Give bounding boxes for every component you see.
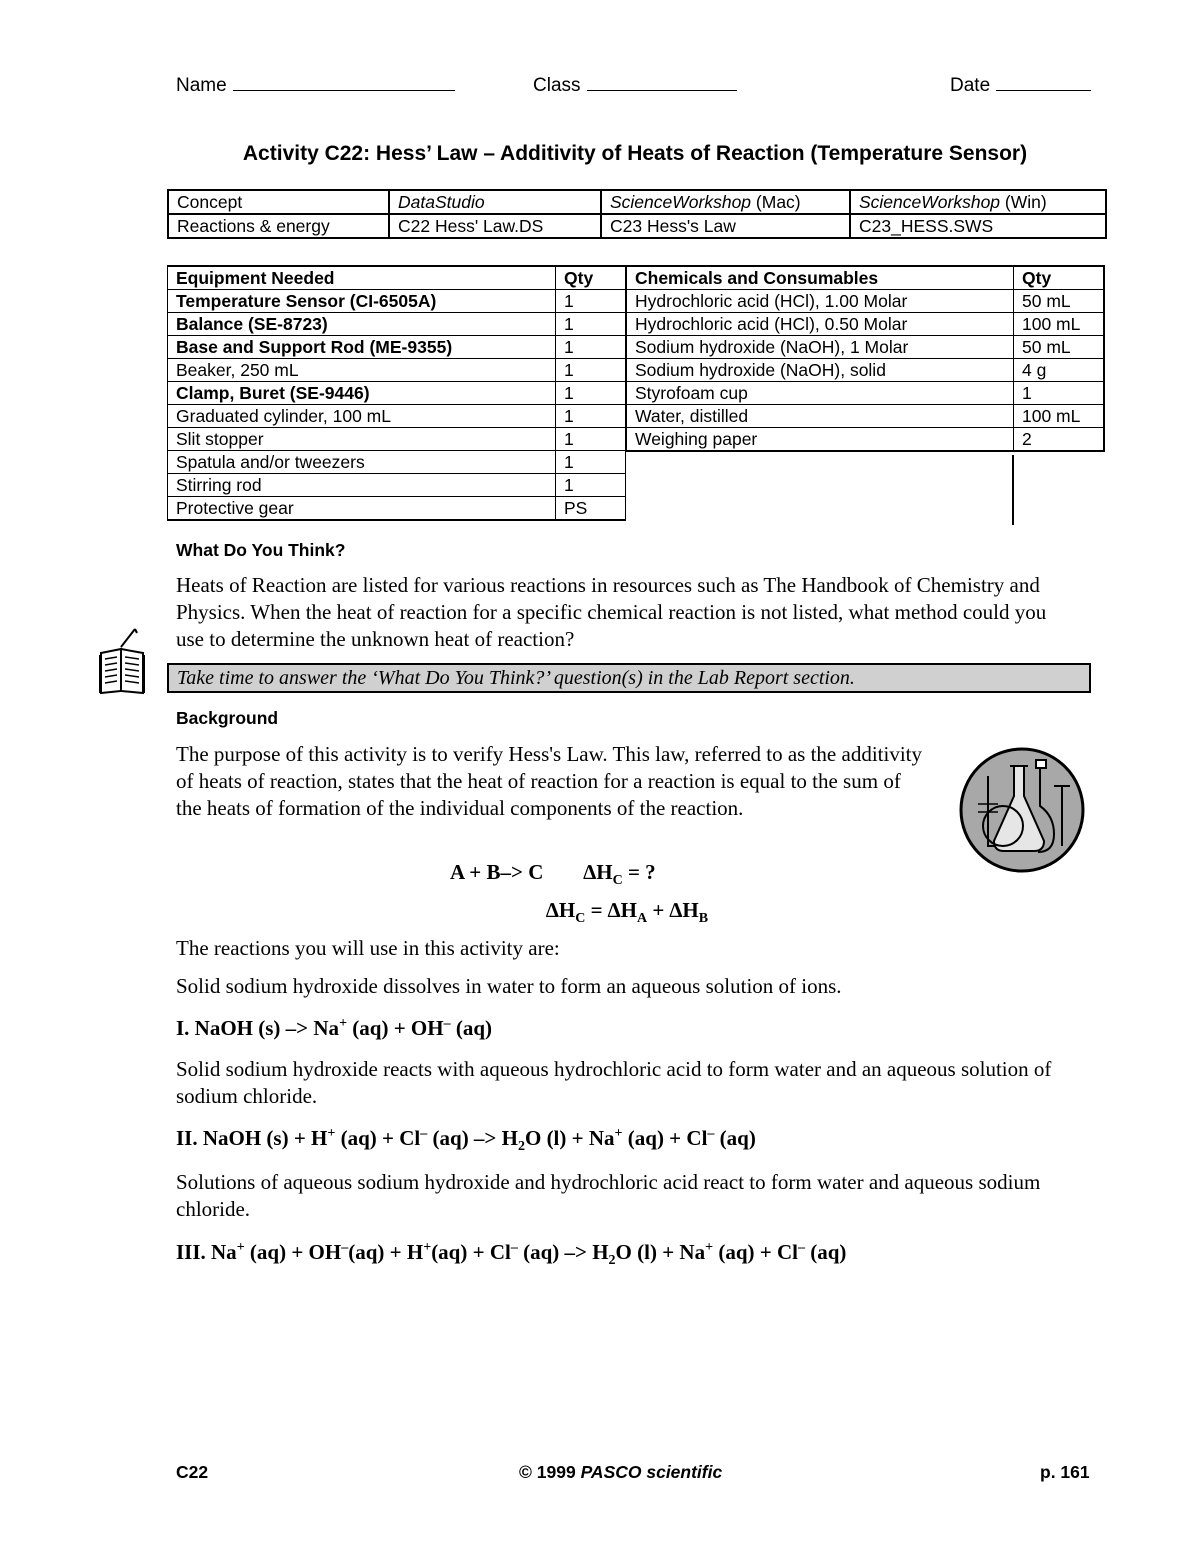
reaction-1-description: Solid sodium hydroxide dissolves in water to form an aqueous solution of ions. [176,974,842,998]
chemical-row [627,290,1105,313]
r3-sup: + [236,1240,245,1255]
class-field[interactable] [533,72,737,97]
name-field[interactable] [176,72,455,97]
chemicals-qty-header: Qty [1014,266,1105,290]
r3-part: O (l) + Na [615,1240,706,1264]
chemical-item-qty: 100 mL [1014,405,1105,428]
chemicals-header: Chemicals and Consumables [627,266,1014,290]
equipment-row [168,382,626,405]
r2-sup: + [327,1126,336,1141]
r2-part: (aq) + Cl [335,1126,421,1150]
r3-part: (aq) –> H [517,1240,609,1264]
equipment-row [168,451,626,474]
r3-sup: – [510,1240,518,1255]
reaction-3-equation [176,1240,846,1269]
chemical-row [627,382,1105,405]
file-table-concept: Reactions & energy [168,214,389,238]
r3-part: (aq) [804,1240,847,1264]
equipment-item-name: Beaker, 250 mL [168,359,556,382]
equipment-table [167,265,626,521]
equation-2 [546,898,708,927]
eq2-sub: B [698,911,709,927]
name-line[interactable] [233,72,455,91]
class-label: Class [533,75,581,96]
chemical-item-name: Weighing paper [627,428,1014,452]
equipment-item-qty: 1 [556,336,626,359]
date-field[interactable] [950,72,1091,97]
r2-sup: – [707,1126,715,1141]
equipment-item-qty: 1 [556,290,626,313]
file-table [167,189,1107,239]
r3-part: (aq) + OH [244,1240,342,1264]
background-body: The purpose of this activity is to verify Hess's Law. This law, referred to as the additivity of heats of reaction, states that the heat of reaction for a reaction is equal to the sum of the heats of formation of the individual components of the reaction. [176,742,922,820]
equation-1-delta: ∆H [583,860,613,884]
equipment-row [168,336,626,359]
r2-sub: 2 [517,1139,525,1155]
chemical-item-qty: 100 mL [1014,313,1105,336]
r3-part: (aq) + Cl [431,1240,511,1264]
chemical-item-name: Sodium hydroxide (NaOH), 1 Molar [627,336,1014,359]
chemical-item-qty: 1 [1014,382,1105,405]
r1-sup: – [443,1016,451,1031]
r1-sup: + [339,1016,348,1031]
r3-part: (aq) + H [348,1240,424,1264]
chemical-row [627,336,1105,359]
chemical-row [627,313,1105,336]
name-label: Name [176,75,227,96]
r1-part: I. NaOH (s) –> Na [176,1016,340,1040]
r3-sub: 2 [608,1253,616,1269]
chemical-item-qty: 2 [1014,428,1105,452]
file-table-header-sw-win: ScienceWorkshop (Win) [850,190,1106,214]
date-line[interactable] [996,72,1091,91]
chemical-item-name: Sodium hydroxide (NaOH), solid [627,359,1014,382]
date-label: Date [950,75,991,96]
file-table-datastudio-file: C22 Hess' Law.DS [389,214,601,238]
r3-sup: + [423,1240,432,1255]
equation-1 [450,860,656,889]
equipment-row [168,428,626,451]
equipment-item-qty: 1 [556,451,626,474]
r2-sup: + [614,1126,623,1141]
eq2-part: = ∆H [585,898,637,922]
r2-part: II. NaOH (s) + H [176,1126,328,1150]
footer-copyright-year: © 1999 [519,1462,581,1482]
equation-1-sub: C [612,873,623,889]
r3-sup: – [341,1240,349,1255]
equipment-item-name: Slit stopper [168,428,556,451]
file-table-header-datastudio: DataStudio [389,190,601,214]
chemical-item-name: Hydrochloric acid (HCl), 1.00 Molar [627,290,1014,313]
equipment-row [168,405,626,428]
chemical-item-qty: 50 mL [1014,336,1105,359]
equipment-item-name: Balance (SE-8723) [168,313,556,336]
file-table-header-sw-mac: ScienceWorkshop (Mac) [601,190,850,214]
r3-part: (aq) + Cl [713,1240,798,1264]
equipment-item-qty: PS [556,497,626,521]
book-icon [97,625,149,700]
equipment-header: Equipment Needed [168,266,556,290]
chemical-row [627,428,1105,452]
eq2-sub: C [575,911,586,927]
chemical-item-qty: 50 mL [1014,290,1105,313]
reaction-2-description: Solid sodium hydroxide reacts with aqueous hydrochloric acid to form water and an aqueous solution of sodium chloride. [176,1057,1052,1108]
r1-part: (aq) + OH [347,1016,444,1040]
r2-part: (aq) + Cl [622,1126,708,1150]
equipment-item-name: Graduated cylinder, 100 mL [168,405,556,428]
equipment-item-qty: 1 [556,428,626,451]
equipment-item-qty: 1 [556,382,626,405]
r3-sup: – [797,1240,805,1255]
chemical-item-name: Styrofoam cup [627,382,1014,405]
footer-copyright [519,1462,722,1483]
r2-part: (aq) –> H [427,1126,518,1150]
background-heading: Background [176,708,279,728]
lab-glassware-icon [958,746,1086,879]
reactions-intro: The reactions you will use in this activity are: [176,936,560,960]
equipment-row [168,313,626,336]
equipment-item-qty: 1 [556,313,626,336]
lab-report-callout: Take time to answer the ‘What Do You Think?’ question(s) in the Lab Report section. [167,663,1091,693]
think-body: Heats of Reaction are listed for various reactions in resources such as The Handbook of Chemistry and Physics. When the heat of reaction for a specific chemical reaction is not listed, what method could you use to determine the unknown heat of reaction? [176,573,1047,651]
chemicals-table [626,265,1105,452]
file-table-win-file: C23_HESS.SWS [859,216,994,236]
r1-part: (aq) [450,1016,493,1040]
equipment-row [168,359,626,382]
equipment-item-name: Stirring rod [168,474,556,497]
chemical-item-qty: 4 g [1014,359,1105,382]
equation-1-result: = ? [622,860,656,884]
equipment-item-name: Protective gear [168,497,556,521]
footer-brand: PASCO scientific [580,1462,723,1482]
equipment-item-qty: 1 [556,359,626,382]
table-divider [1012,455,1014,525]
reaction-2-equation [176,1126,756,1155]
equipment-row [168,497,626,521]
class-line[interactable] [587,72,737,91]
chemical-item-name: Water, distilled [627,405,1014,428]
eq2-sub: A [636,911,648,927]
footer-page-number: p. 161 [1040,1462,1090,1482]
equipment-item-qty: 1 [556,405,626,428]
equipment-qty-header: Qty [556,266,626,290]
reaction-1-equation [176,1016,492,1041]
eq2-part: + ∆H [647,898,699,922]
equipment-row [168,474,626,497]
equation-1-left: A + B–> C [450,860,544,884]
equipment-item-name: Clamp, Buret (SE-9446) [168,382,556,405]
r3-sup: + [705,1240,714,1255]
equipment-row [168,290,626,313]
equipment-item-name: Spatula and/or tweezers [168,451,556,474]
r2-sup: – [420,1126,428,1141]
equipment-item-name: Temperature Sensor (CI-6505A) [168,290,556,313]
r2-part: (aq) [714,1126,756,1150]
file-table-mac-file: C23 Hess's Law [601,214,850,238]
chemical-row [627,405,1105,428]
file-table-header-concept: Concept [168,190,389,214]
footer-activity-code: C22 [176,1462,209,1482]
equipment-item-name: Base and Support Rod (ME-9355) [168,336,556,359]
chemical-row [627,359,1105,382]
equipment-item-qty: 1 [556,474,626,497]
eq2-part: ∆H [546,898,576,922]
reaction-3-description: Solutions of aqueous sodium hydroxide and hydrochloric acid react to form water and aqueous sodium chloride. [176,1170,1041,1221]
page-title: Activity C22: Hess’ Law – Additivity of Heats of Reaction (Temperature Sensor) [242,142,1028,165]
think-heading: What Do You Think? [176,540,346,560]
r2-part: O (l) + Na [524,1126,615,1150]
chemical-item-name: Hydrochloric acid (HCl), 0.50 Molar [627,313,1014,336]
r3-part: III. Na [176,1240,237,1264]
